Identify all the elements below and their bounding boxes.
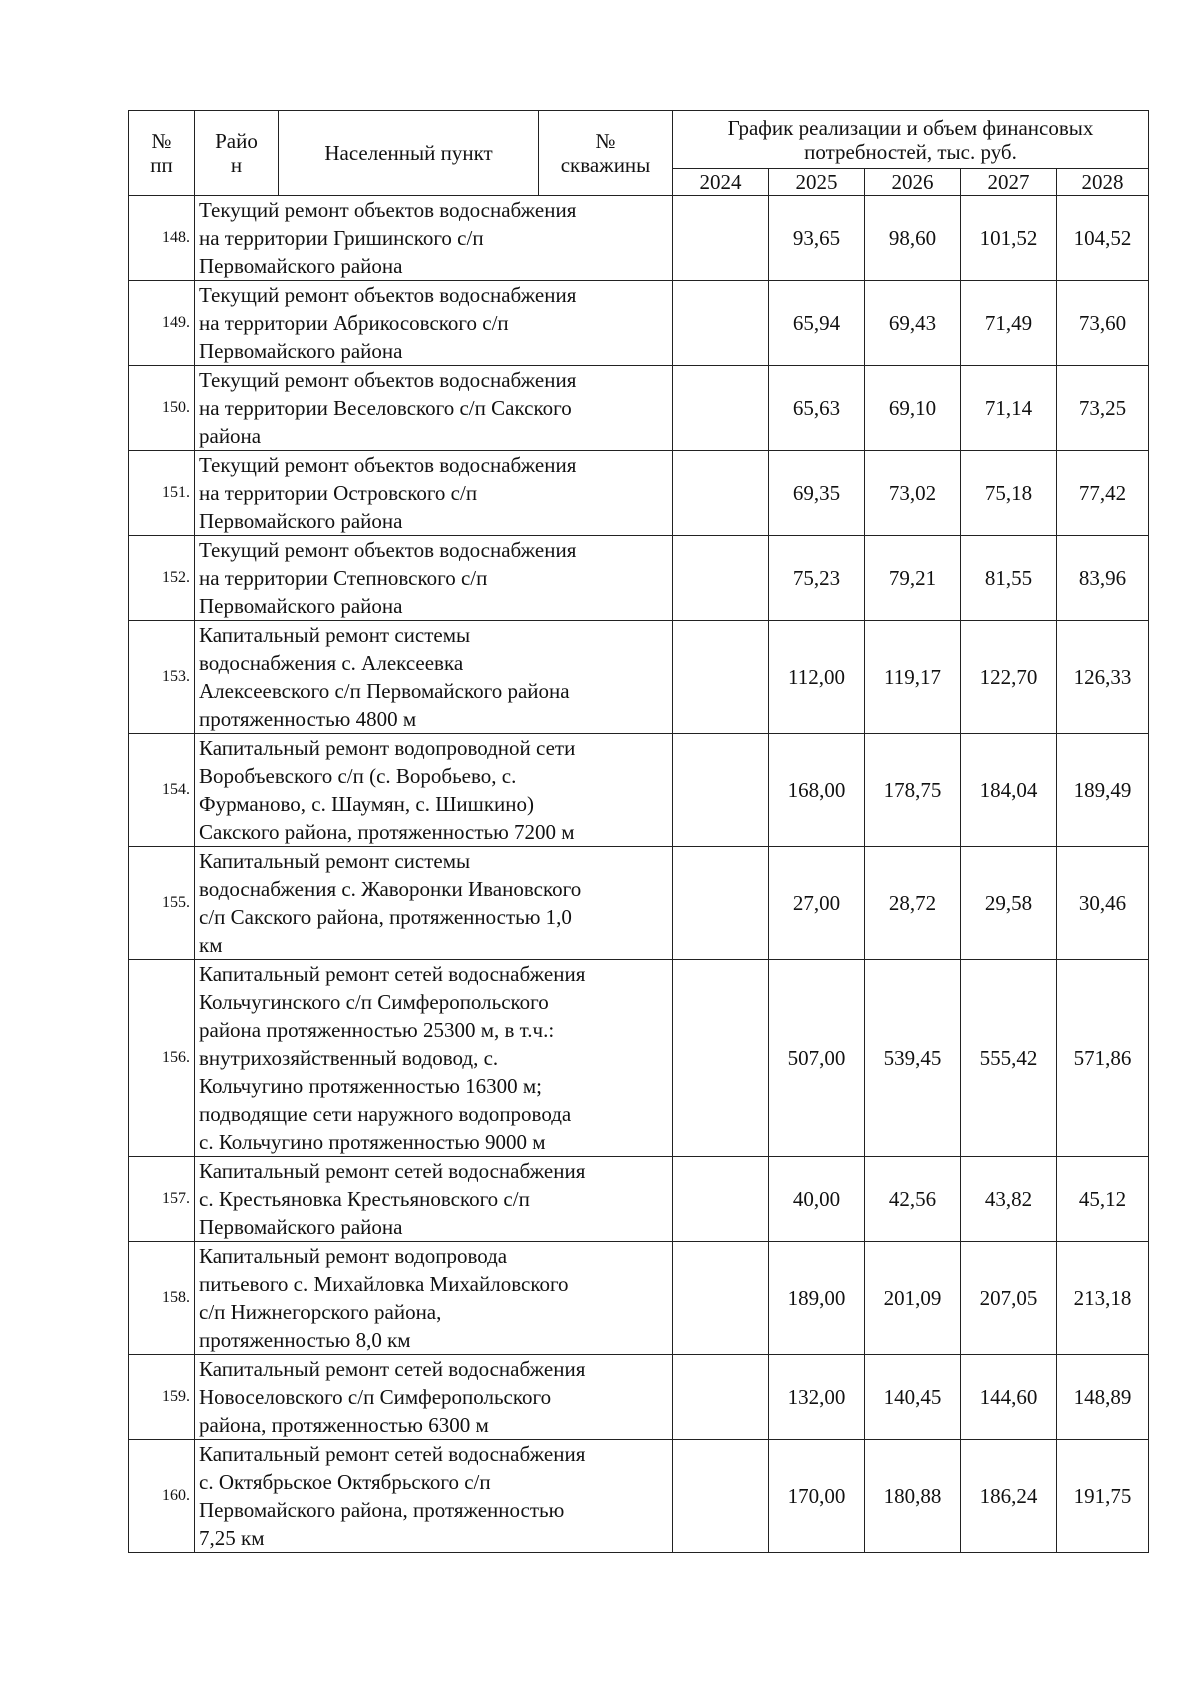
- table-body: [129, 196, 1149, 1553]
- table-row: [129, 366, 1149, 451]
- row-value-2027: 71,14: [961, 366, 1057, 451]
- row-value-2027: 122,70: [961, 621, 1057, 734]
- finance-schedule-table: [128, 110, 1149, 1553]
- row-description: [195, 960, 673, 1157]
- row-value-2026: 69,10: [865, 366, 961, 451]
- row-description-text: Капитальный ремонт сетей водоснабжения с. Крестьяновка Крестьяновского с/п Первомайского района: [199, 1159, 586, 1239]
- row-value-2028: 571,86: [1057, 960, 1149, 1157]
- row-value-2027: 29,58: [961, 847, 1057, 960]
- row-value-2027: 101,52: [961, 196, 1057, 281]
- row-number: 152.: [129, 536, 195, 621]
- row-value-2026: 140,45: [865, 1355, 961, 1440]
- row-description: [195, 366, 673, 451]
- row-number: 157.: [129, 1157, 195, 1242]
- header-district: Райо н: [195, 111, 279, 196]
- table-row: [129, 960, 1149, 1157]
- row-value-2026: 42,56: [865, 1157, 961, 1242]
- row-value-2026: 69,43: [865, 281, 961, 366]
- header-year-2026: 2026: [865, 169, 961, 196]
- row-number: 155.: [129, 847, 195, 960]
- row-value-2027: 71,49: [961, 281, 1057, 366]
- row-value-2026: 79,21: [865, 536, 961, 621]
- row-value-2028: 30,46: [1057, 847, 1149, 960]
- row-description-text: Капитальный ремонт сетей водоснабжения с. Октябрьское Октябрьского с/п Первомайского района, протяженностью 7,25 км: [199, 1442, 586, 1550]
- table-row: [129, 621, 1149, 734]
- table-header: [129, 111, 1149, 196]
- row-number: 150.: [129, 366, 195, 451]
- row-value-2027: 186,24: [961, 1440, 1057, 1553]
- row-value-2026: 180,88: [865, 1440, 961, 1553]
- row-value-2026: 201,09: [865, 1242, 961, 1355]
- table-row: [129, 451, 1149, 536]
- row-description: [195, 621, 673, 734]
- row-value-2025: 170,00: [769, 1440, 865, 1553]
- table-row: [129, 1440, 1149, 1553]
- row-description-text: Капитальный ремонт системы водоснабжения с. Алексеевка Алексеевского с/п Первомайского района протяженностью 4800 м: [199, 623, 570, 731]
- row-value-2026: 98,60: [865, 196, 961, 281]
- row-value-2027: 144,60: [961, 1355, 1057, 1440]
- row-value-2025: 507,00: [769, 960, 865, 1157]
- table-row: [129, 847, 1149, 960]
- header-well: № скважины: [539, 111, 673, 196]
- row-description-text: Капитальный ремонт сетей водоснабжения Новоселовского с/п Симферопольского района, протяженностью 6300 м: [199, 1357, 586, 1437]
- header-settlement: Населенный пункт: [279, 111, 539, 196]
- row-value-2026: 73,02: [865, 451, 961, 536]
- header-num: № пп: [129, 111, 195, 196]
- row-value-2026: 539,45: [865, 960, 961, 1157]
- row-description-text: Текущий ремонт объектов водоснабжения на территории Островского с/п Первомайского района: [199, 453, 577, 533]
- row-value-2026: 28,72: [865, 847, 961, 960]
- row-number: 159.: [129, 1355, 195, 1440]
- row-description-text: Капитальный ремонт системы водоснабжения с. Жаворонки Ивановского с/п Сакского района, протяженностью 1,0 км: [199, 849, 582, 957]
- row-value-2024: [673, 1440, 769, 1553]
- row-description: [195, 1157, 673, 1242]
- row-value-2027: 207,05: [961, 1242, 1057, 1355]
- table-row: [129, 1355, 1149, 1440]
- table-row: [129, 1242, 1149, 1355]
- row-value-2025: 75,23: [769, 536, 865, 621]
- row-value-2028: 191,75: [1057, 1440, 1149, 1553]
- row-description: [195, 1242, 673, 1355]
- row-value-2024: [673, 734, 769, 847]
- row-value-2024: [673, 1157, 769, 1242]
- row-value-2028: 213,18: [1057, 1242, 1149, 1355]
- row-value-2024: [673, 621, 769, 734]
- row-value-2025: 69,35: [769, 451, 865, 536]
- row-description: [195, 847, 673, 960]
- row-number: 153.: [129, 621, 195, 734]
- row-value-2027: 43,82: [961, 1157, 1057, 1242]
- row-description-text: Текущий ремонт объектов водоснабжения на территории Степновского с/п Первомайского района: [199, 538, 577, 618]
- row-value-2028: 45,12: [1057, 1157, 1149, 1242]
- row-description: [195, 536, 673, 621]
- row-description: [195, 451, 673, 536]
- row-value-2027: 81,55: [961, 536, 1057, 621]
- row-description-text: Текущий ремонт объектов водоснабжения на территории Гришинского с/п Первомайского района: [199, 198, 577, 278]
- row-value-2025: 189,00: [769, 1242, 865, 1355]
- row-description: [195, 1355, 673, 1440]
- table-row: [129, 1157, 1149, 1242]
- row-description: [195, 196, 673, 281]
- row-value-2026: 119,17: [865, 621, 961, 734]
- row-value-2024: [673, 196, 769, 281]
- row-description-text: Капитальный ремонт сетей водоснабжения Кольчугинского с/п Симферопольского района протяженностью 25300 м, в т.ч.: внутрихозяйственный водовод, с. Кольчугино протяженностью 16300 м; подводящие сети наружного водопровода с. Кольчугино протяженностью 9000 м: [199, 962, 586, 1154]
- row-description-text: Капитальный ремонт водопроводной сети Воробъевского с/п (с. Воробьево, с. Фурманово, с. Шаумян, с. Шишкино) Сакского района, протяженностью 7200 м: [199, 736, 576, 844]
- table-row: [129, 536, 1149, 621]
- row-value-2028: 104,52: [1057, 196, 1149, 281]
- row-value-2025: 112,00: [769, 621, 865, 734]
- row-value-2027: 555,42: [961, 960, 1057, 1157]
- row-number: 160.: [129, 1440, 195, 1553]
- row-value-2024: [673, 536, 769, 621]
- row-value-2025: 65,94: [769, 281, 865, 366]
- row-description: [195, 734, 673, 847]
- row-description: [195, 281, 673, 366]
- row-value-2024: [673, 281, 769, 366]
- header-year-2027: 2027: [961, 169, 1057, 196]
- row-value-2025: 27,00: [769, 847, 865, 960]
- row-number: 148.: [129, 196, 195, 281]
- header-year-2025: 2025: [769, 169, 865, 196]
- row-value-2025: 40,00: [769, 1157, 865, 1242]
- header-year-2024: 2024: [673, 169, 769, 196]
- row-value-2024: [673, 960, 769, 1157]
- row-description-text: Капитальный ремонт водопровода питьевого с. Михайловка Михайловского с/п Нижнегорского района, протяженностью 8,0 км: [199, 1244, 569, 1352]
- row-value-2024: [673, 1355, 769, 1440]
- row-value-2024: [673, 366, 769, 451]
- row-description-text: Текущий ремонт объектов водоснабжения на территории Веселовского с/п Сакского района: [199, 368, 577, 448]
- row-value-2028: 83,96: [1057, 536, 1149, 621]
- row-number: 154.: [129, 734, 195, 847]
- row-value-2025: 93,65: [769, 196, 865, 281]
- table-row: [129, 196, 1149, 281]
- row-value-2024: [673, 1242, 769, 1355]
- row-value-2027: 184,04: [961, 734, 1057, 847]
- row-value-2028: 189,49: [1057, 734, 1149, 847]
- row-number: 156.: [129, 960, 195, 1157]
- row-number: 151.: [129, 451, 195, 536]
- table-row: [129, 281, 1149, 366]
- row-value-2024: [673, 451, 769, 536]
- row-value-2025: 132,00: [769, 1355, 865, 1440]
- row-value-2027: 75,18: [961, 451, 1057, 536]
- row-value-2028: 126,33: [1057, 621, 1149, 734]
- row-value-2025: 168,00: [769, 734, 865, 847]
- row-description-text: Текущий ремонт объектов водоснабжения на территории Абрикосовского с/п Первомайского района: [199, 283, 577, 363]
- row-value-2025: 65,63: [769, 366, 865, 451]
- table-row: [129, 734, 1149, 847]
- header-year-2028: 2028: [1057, 169, 1149, 196]
- row-number: 158.: [129, 1242, 195, 1355]
- row-value-2026: 178,75: [865, 734, 961, 847]
- row-value-2028: 73,25: [1057, 366, 1149, 451]
- row-value-2028: 77,42: [1057, 451, 1149, 536]
- header-schedule: График реализации и объем финансовых потребностей, тыс. руб.: [673, 111, 1149, 169]
- row-number: 149.: [129, 281, 195, 366]
- row-value-2024: [673, 847, 769, 960]
- row-description: [195, 1440, 673, 1553]
- row-value-2028: 73,60: [1057, 281, 1149, 366]
- row-value-2028: 148,89: [1057, 1355, 1149, 1440]
